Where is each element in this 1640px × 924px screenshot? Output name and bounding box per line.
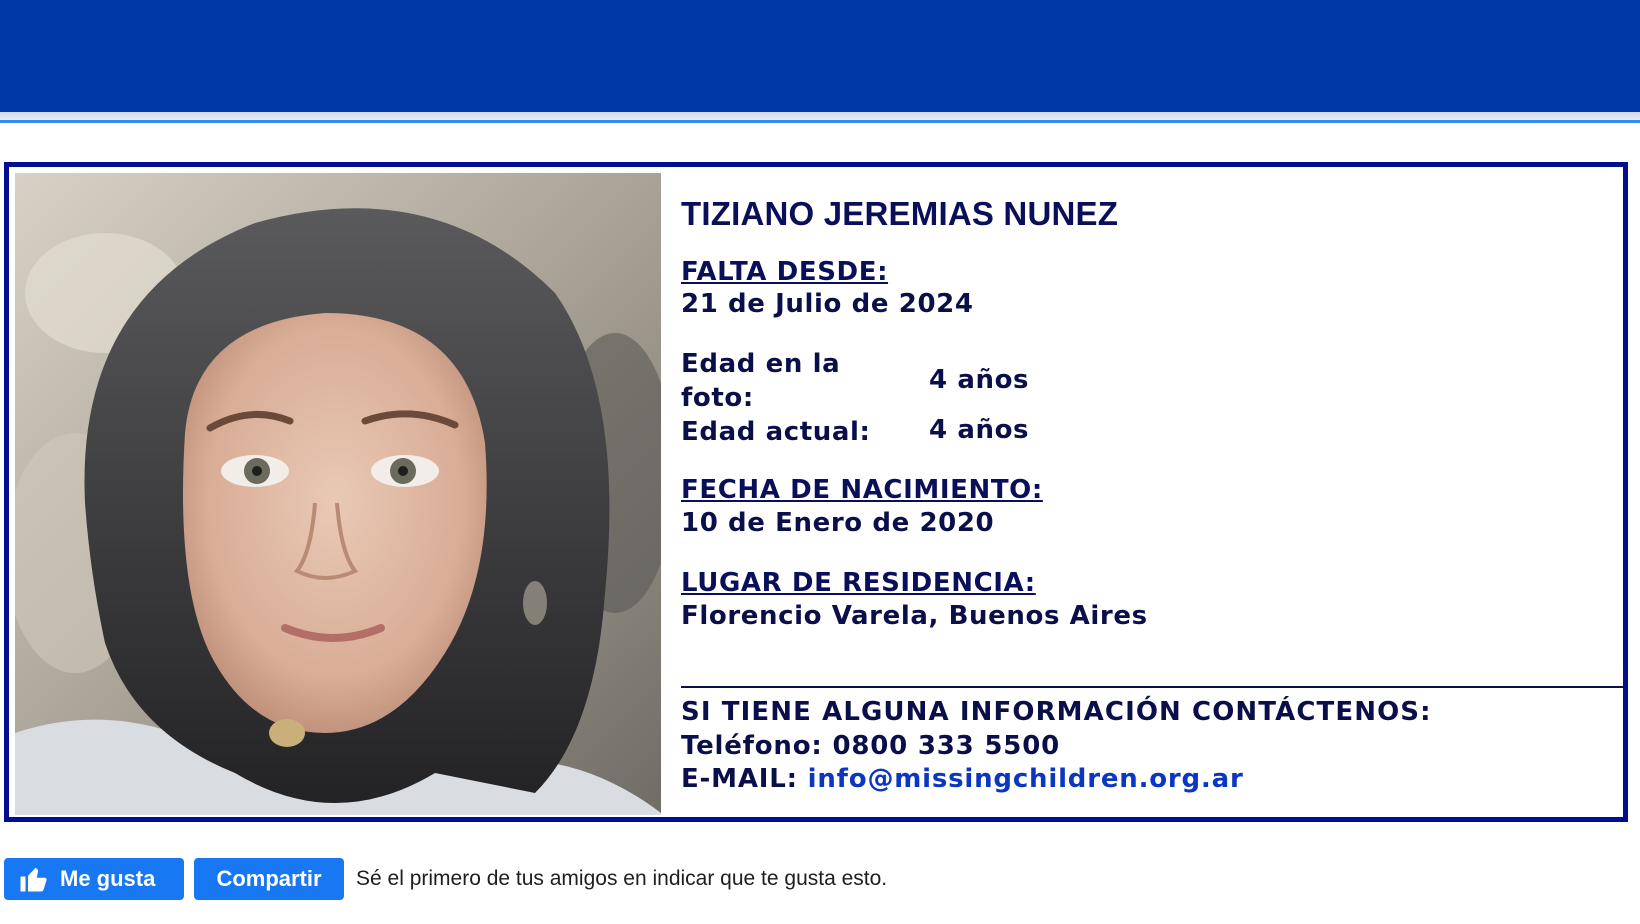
share-button-label: Compartir — [216, 866, 322, 891]
phone-label: Teléfono: — [681, 731, 823, 761]
phone-line — [681, 731, 1060, 761]
age-in-photo-label: Edad en la foto: — [681, 349, 841, 413]
current-age-label: Edad actual: — [681, 417, 871, 447]
social-proof-text: Sé el primero de tus amigos en indicar que te gusta esto. — [356, 867, 888, 890]
site-header-bar — [0, 0, 1640, 112]
contact-title: SI TIENE ALGUNA INFORMACIÓN CONTÁCTENOS: — [681, 697, 1432, 727]
email-label: E-MAIL: — [681, 764, 798, 794]
birth-date-value: 10 de Enero de 2020 — [681, 508, 995, 538]
contact-divider — [681, 686, 1623, 688]
thumbs-up-icon — [18, 864, 48, 894]
child-photo-illustration — [15, 173, 661, 815]
missing-since-value: 21 de Julio de 2024 — [681, 289, 974, 319]
header-accent-line — [0, 120, 1640, 123]
current-age-value: 4 años — [929, 415, 1030, 445]
facebook-social-bar — [4, 858, 887, 900]
residence-value: Florencio Varela, Buenos Aires — [681, 601, 1148, 631]
child-name: TIZIANO JEREMIAS NUNEZ — [681, 195, 1119, 232]
header-shadow — [0, 112, 1640, 120]
like-button-label: Me gusta — [60, 866, 156, 891]
missing-since-label: FALTA DESDE: — [681, 257, 889, 287]
birth-date-label: FECHA DE NACIMIENTO: — [681, 475, 1043, 505]
residence-label: LUGAR DE RESIDENCIA: — [681, 568, 1036, 598]
phone-value: 0800 333 5500 — [832, 731, 1060, 761]
age-in-photo-value: 4 años — [929, 365, 1030, 395]
like-button[interactable] — [4, 858, 184, 900]
child-info-panel — [677, 167, 1623, 817]
missing-child-card — [4, 162, 1628, 822]
email-line — [681, 764, 1244, 794]
share-button[interactable] — [194, 858, 344, 900]
email-link[interactable]: info@missingchildren.org.ar — [807, 764, 1244, 794]
child-photo — [15, 173, 661, 815]
